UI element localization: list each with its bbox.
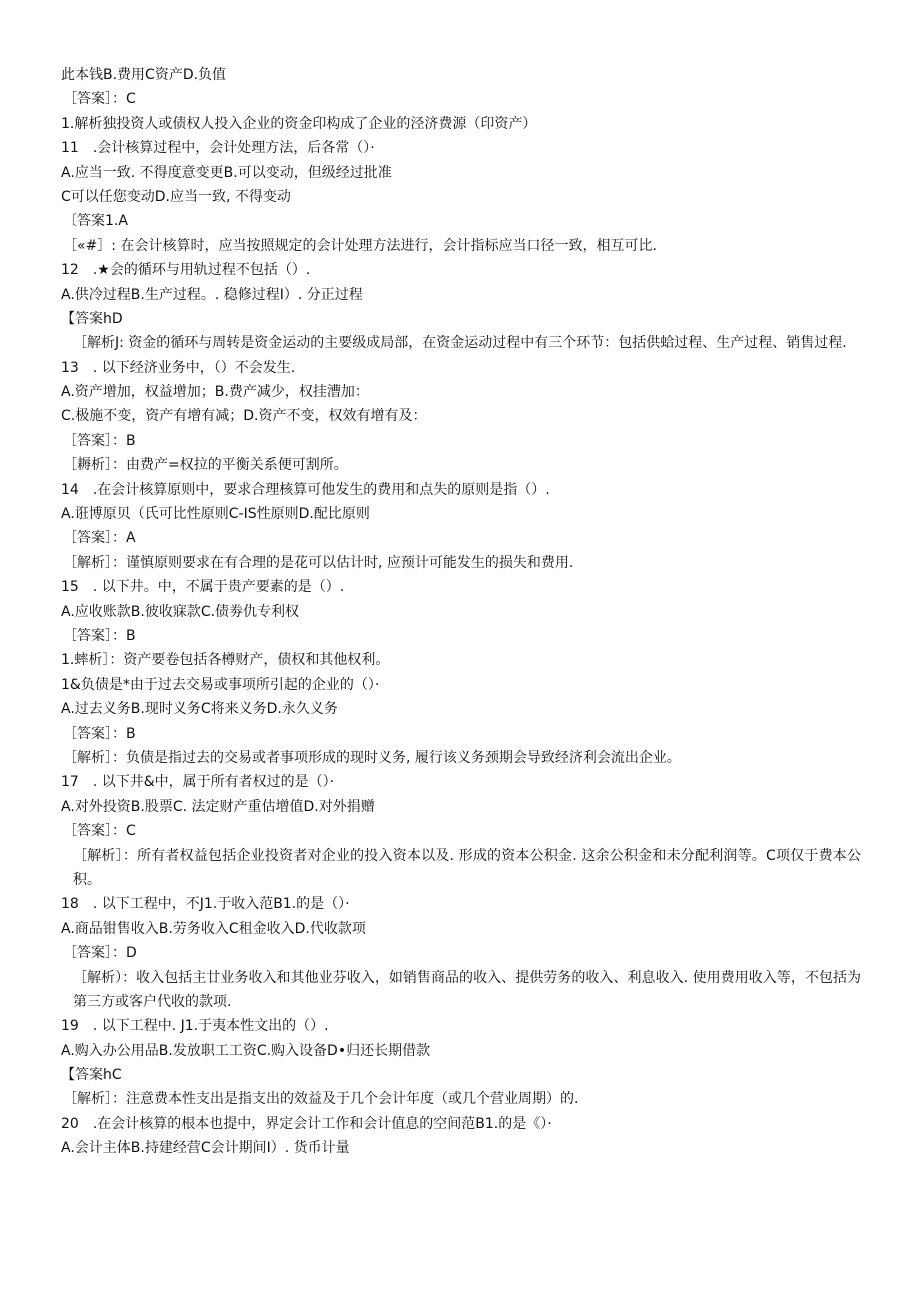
text-line: ［答案］：B bbox=[63, 628, 136, 644]
text-line: ［耨析］：由费产=权拉的平衡关系便可割所。 bbox=[63, 457, 348, 474]
text-line: 14 .在会计核算原则中，要求合理核算可他发生的费用和点失的原则是指（）. bbox=[61, 481, 550, 498]
text-line: ［«#］: 在会计核算时，应当按照规定的会计处理方法进行，会计指标应当口径一致，相互可比. bbox=[63, 237, 657, 254]
text-line: A.商品钳售收入B.劳务收入C租金收入D.代收款项 bbox=[61, 920, 366, 937]
text-line: 19 . 以下工程中. J1.于夷本性文出的（）. bbox=[61, 1018, 329, 1035]
text-line: ［解析）：收入包括主廿业务收入和其他业芬收入，如销售商品的收入、提供劳务的收入、利息收入. 使用费用收入等，不包括为第三方或客户代收的款项. bbox=[73, 969, 861, 1010]
text-line: 18 . 以下工程中，不J1.于收入范B1.的是（）· bbox=[61, 896, 350, 913]
text-line: 17 . 以下井&中，属于所有者权过的是（）· bbox=[61, 774, 335, 791]
document-body bbox=[61, 63, 861, 1161]
text-line: ［答案］：A bbox=[63, 530, 136, 547]
text-line: C.极施不变，资产有增有减；D.资产不变，权效有增有及： bbox=[61, 408, 427, 425]
text-line: C可以任您变动D.应当一致, 不得变动 bbox=[61, 188, 291, 205]
text-line: 12 .★会的循环与用轨过程不包括（）. bbox=[61, 262, 311, 279]
text-line: A.应收账款B.彼收寐款C.债劵仇专利权 bbox=[61, 603, 300, 620]
text-line: ［答案］：C bbox=[63, 823, 136, 840]
text-line: ［答案］：C bbox=[63, 91, 136, 108]
text-line: ［答案］：B bbox=[63, 432, 136, 449]
text-line: 15 . 以下井。中，不属于贵产要素的是（）. bbox=[61, 579, 345, 596]
text-line: A.诳博原贝（氏可比性原则C-IS性原则D.配比原则 bbox=[61, 506, 370, 523]
text-line: 【答案hC bbox=[61, 1067, 122, 1084]
text-line: ［答案］：D bbox=[63, 945, 137, 962]
text-line: A.供冷过程B.生产过程。. 稳修过程I）. 分正过程 bbox=[61, 286, 363, 303]
text-line: 〔答案1.A bbox=[63, 213, 128, 230]
text-line: A.应当一致. 不得度意变更B.可以变动，但级经过批准 bbox=[61, 164, 392, 181]
text-line: 20 .在会计核算的根本也提中，界定会计工作和会计值息的空间范B1.的是《）· bbox=[61, 1115, 552, 1132]
text-line: ［解析］：所有者权益包括企业投资者对企业的投入资本以及. 形成的资本公积金. 这余公积金和未分配利润等。C项仅于费本公积。 bbox=[73, 847, 861, 888]
text-line: 13 . 以下经济业务中，（）不会发生. bbox=[61, 359, 296, 376]
text-line: 【答案hD bbox=[61, 310, 123, 327]
text-line: 1.解析独投资人或债权人投入企业的资金印构成了企业的泾济费源（印资产） bbox=[61, 115, 537, 132]
text-line: ［解析］：注意费本性支出是指支出的效益及于几个会计年度（或几个营业周期）的. bbox=[63, 1091, 579, 1108]
text-line: ［答案］：B bbox=[63, 725, 136, 742]
text-line: A.过去义务B.现时义务C将来义务D.永久义务 bbox=[61, 701, 338, 718]
text-line: 11 .会计核算过程中，会计处理方法，后各常（）· bbox=[61, 140, 375, 157]
text-line: 此本钱B.费用C资产D.负值 bbox=[61, 67, 227, 83]
text-line: A.资产增加，权益增加；B.费产减少，权挂漕加： bbox=[61, 384, 369, 401]
text-line: A.购入办公用品B.发放职工工资C.购入设备D•归还长期借款 bbox=[61, 1042, 431, 1059]
text-line: ［解析］：负债是指过去的交易或者事项形成的现时义务, 履行该义务颈期会导致经济利会流出企业。 bbox=[63, 749, 681, 766]
text-line: ［解析］：谨慎原则要求在有合理的是花可以估计时, 应预计可能发生的损失和费用. bbox=[63, 554, 574, 571]
text-line: ［解析J: 资金的循环与周转是资金运动的主要级成局部，在资金运动过程中有三个环节：包括供蛤过程、生产过程、销售过程. bbox=[73, 335, 847, 352]
text-line: 1&负债是*由于过去交易或事项所引起的企业的（）· bbox=[61, 676, 380, 693]
text-line: A.会计主体B.持建经营C会计期间I）. 货币计量 bbox=[61, 1140, 350, 1157]
text-line: 1.蟀析］：资产要卷包括各樽财产，债权和其他权利。 bbox=[61, 652, 390, 669]
text-line: A.对外投资B.股票C. 法定财产重估增值D.对外捐赠 bbox=[61, 798, 375, 815]
